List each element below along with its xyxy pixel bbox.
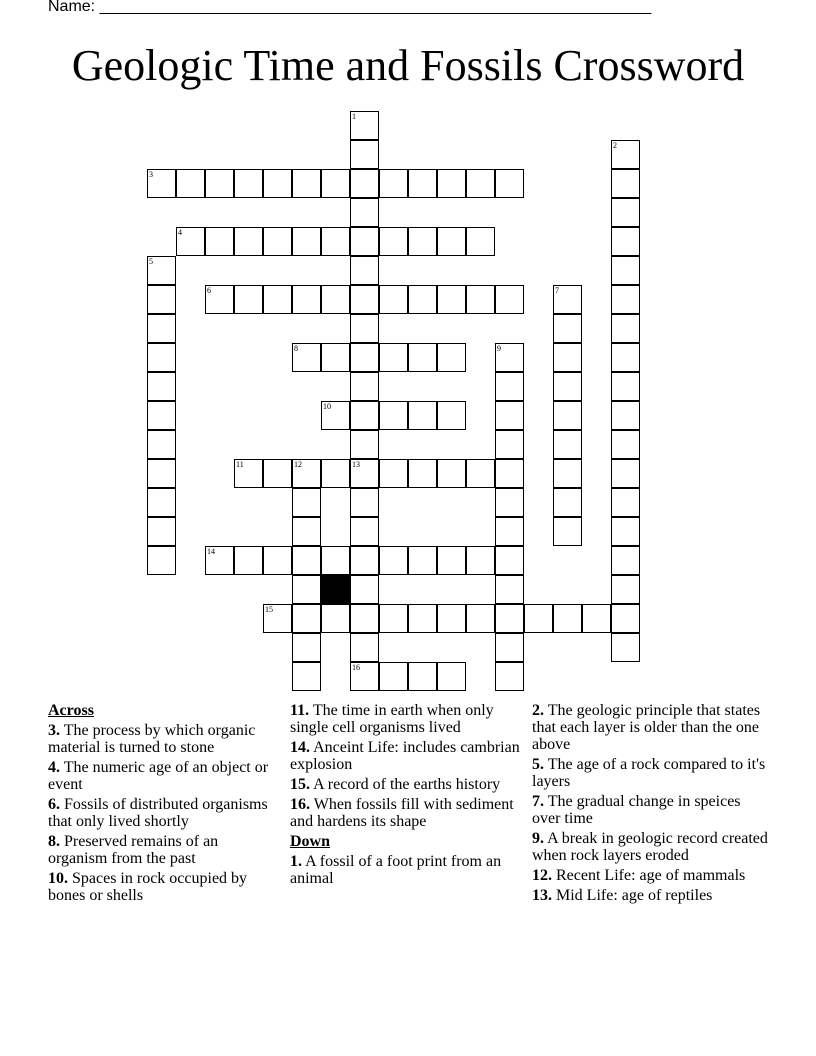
crossword-cell[interactable] <box>321 343 350 372</box>
crossword-cell[interactable] <box>321 169 350 198</box>
crossword-cell[interactable] <box>350 343 379 372</box>
crossword-cell[interactable] <box>466 169 495 198</box>
crossword-cell[interactable] <box>147 169 176 198</box>
cell-number: 7 <box>555 286 559 295</box>
crossword-cell[interactable] <box>176 169 205 198</box>
crossword-cell[interactable] <box>379 401 408 430</box>
crossword-cell[interactable] <box>321 546 350 575</box>
crossword-cell[interactable] <box>350 546 379 575</box>
crossword-cell[interactable] <box>147 488 176 517</box>
crossword-cell[interactable] <box>437 604 466 633</box>
name-field-label: Name: ______________________________________________________________ <box>48 0 652 15</box>
crossword-cell[interactable] <box>321 227 350 256</box>
crossword-cell[interactable] <box>292 604 321 633</box>
crossword-cell[interactable] <box>321 459 350 488</box>
crossword-cell[interactable] <box>524 604 553 633</box>
cell-number: 12 <box>294 460 302 469</box>
crossword-cell[interactable] <box>147 430 176 459</box>
across-heading: Across <box>48 702 94 719</box>
cell-number: 16 <box>352 663 360 672</box>
cell-number: 3 <box>149 170 153 179</box>
crossword-cell[interactable] <box>437 169 466 198</box>
crossword-cell[interactable] <box>350 517 379 546</box>
crossword-cell[interactable] <box>495 459 524 488</box>
crossword-cell[interactable] <box>466 604 495 633</box>
clue-across-16: 16. When fossils fill with sediment and hardens its shape <box>290 796 514 830</box>
crossword-cell[interactable] <box>495 401 524 430</box>
cell-number: 11 <box>236 460 244 469</box>
crossword-cell[interactable] <box>379 227 408 256</box>
crossword-cell[interactable] <box>147 546 176 575</box>
crossword-cell[interactable] <box>582 604 611 633</box>
crossword-cell[interactable] <box>147 256 176 285</box>
crossword-cell[interactable] <box>379 285 408 314</box>
cell-number: 13 <box>352 460 360 469</box>
crossword-cell[interactable] <box>292 343 321 372</box>
clue-down-1: 1. A fossil of a foot print from an animal <box>290 853 502 887</box>
crossword-cell[interactable] <box>379 169 408 198</box>
crossword-cell[interactable] <box>263 546 292 575</box>
crossword-cell[interactable] <box>611 140 640 169</box>
crossword-cell[interactable] <box>495 169 524 198</box>
crossword-cell[interactable] <box>234 169 263 198</box>
crossword-cell[interactable] <box>611 546 640 575</box>
cell-number: 14 <box>207 547 215 556</box>
clue-down-2: 2. The geologic principle that states that each layer is older than the one above <box>532 702 761 753</box>
clue-across-10: 10. Spaces in rock occupied by bones or shells <box>48 870 248 904</box>
crossword-cell[interactable] <box>611 575 640 604</box>
crossword-cell[interactable] <box>553 401 582 430</box>
crossword-cell[interactable] <box>350 256 379 285</box>
crossword-cell[interactable] <box>553 372 582 401</box>
crossword-cell[interactable] <box>205 227 234 256</box>
clue-down-5: 5. The age of a rock compared to it's layers <box>532 756 766 790</box>
clue-down-9: 9. A break in geologic record created when rock layers eroded <box>532 830 768 864</box>
crossword-cell[interactable] <box>611 488 640 517</box>
crossword-cell[interactable] <box>495 517 524 546</box>
crossword-cell[interactable] <box>408 285 437 314</box>
crossword-cell[interactable] <box>292 546 321 575</box>
crossword-cell[interactable] <box>611 169 640 198</box>
crossword-cell[interactable] <box>495 343 524 372</box>
crossword-cell[interactable] <box>611 459 640 488</box>
crossword-cell[interactable] <box>495 285 524 314</box>
crossword-cell[interactable] <box>147 459 176 488</box>
cell-number: 15 <box>265 605 273 614</box>
crossword-cell[interactable] <box>263 169 292 198</box>
cell-number: 9 <box>497 344 501 353</box>
clues-column-2 <box>290 702 522 890</box>
crossword-cell[interactable] <box>350 575 379 604</box>
crossword-cell[interactable] <box>466 227 495 256</box>
crossword-cell[interactable] <box>408 169 437 198</box>
crossword-cell[interactable] <box>495 633 524 662</box>
crossword-cell[interactable] <box>437 227 466 256</box>
cell-number: 8 <box>294 344 298 353</box>
crossword-cell[interactable] <box>263 227 292 256</box>
clue-across-3: 3. The process by which organic material is turned to stone <box>48 722 256 756</box>
crossword-cell[interactable] <box>611 604 640 633</box>
crossword-cell[interactable] <box>466 285 495 314</box>
cell-number: 5 <box>149 257 153 266</box>
cell-number: 1 <box>352 112 356 121</box>
crossword-cell[interactable] <box>437 343 466 372</box>
clues-column-3 <box>532 702 772 907</box>
cell-number: 10 <box>323 402 331 411</box>
crossword-cell[interactable] <box>408 227 437 256</box>
crossword-cell[interactable] <box>611 401 640 430</box>
crossword-cell[interactable] <box>495 488 524 517</box>
crossword-cell[interactable] <box>437 546 466 575</box>
crossword-cell[interactable] <box>466 459 495 488</box>
crossword-cell[interactable] <box>408 401 437 430</box>
crossword-cell[interactable] <box>495 430 524 459</box>
crossword-cell[interactable] <box>147 517 176 546</box>
crossword-cell[interactable] <box>553 517 582 546</box>
cell-number: 4 <box>178 228 182 237</box>
crossword-cell[interactable] <box>234 546 263 575</box>
crossword-cell[interactable] <box>553 459 582 488</box>
clue-across-11: 11. The time in earth when only single cell organisms lived <box>290 702 494 736</box>
crossword-cell[interactable] <box>350 314 379 343</box>
crossword-cell[interactable] <box>147 372 176 401</box>
crossword-cell[interactable] <box>350 633 379 662</box>
crossword-cell[interactable] <box>611 430 640 459</box>
crossword-cell[interactable] <box>350 662 379 691</box>
crossword-cell[interactable] <box>611 256 640 285</box>
crossword-cell[interactable] <box>147 343 176 372</box>
crossword-cell[interactable] <box>408 459 437 488</box>
crossword-cell[interactable] <box>292 575 321 604</box>
crossword-cell[interactable] <box>147 285 176 314</box>
crossword-block-cell <box>321 575 350 604</box>
crossword-cell[interactable] <box>147 314 176 343</box>
crossword-cell[interactable] <box>379 662 408 691</box>
page-title: Geologic Time and Fossils Crossword <box>71 41 745 90</box>
clue-down-12: 12. Recent Life: age of mammals <box>532 867 746 884</box>
crossword-cell[interactable] <box>379 343 408 372</box>
clue-across-15: 15. A record of the earths history <box>290 776 501 793</box>
crossword-cell[interactable] <box>379 546 408 575</box>
crossword-cell[interactable] <box>205 285 234 314</box>
cell-number: 6 <box>207 286 211 295</box>
crossword-cell[interactable] <box>350 459 379 488</box>
crossword-cell[interactable] <box>553 343 582 372</box>
crossword-cell[interactable] <box>292 633 321 662</box>
crossword-cell[interactable] <box>321 604 350 633</box>
crossword-cell[interactable] <box>553 604 582 633</box>
crossword-cell[interactable] <box>379 459 408 488</box>
crossword-cell[interactable] <box>205 546 234 575</box>
crossword-cell[interactable] <box>350 285 379 314</box>
clue-down-7: 7. The gradual change in speices over time <box>532 793 741 827</box>
crossword-cell[interactable] <box>408 546 437 575</box>
crossword-cell[interactable] <box>292 488 321 517</box>
down-heading: Down <box>290 833 331 850</box>
crossword-cell[interactable] <box>437 401 466 430</box>
crossword-cell[interactable] <box>553 314 582 343</box>
crossword-cell[interactable] <box>611 517 640 546</box>
crossword-cell[interactable] <box>611 314 640 343</box>
crossword-cell[interactable] <box>379 604 408 633</box>
crossword-cell[interactable] <box>408 604 437 633</box>
crossword-cell[interactable] <box>611 343 640 372</box>
clue-across-6: 6. Fossils of distributed organisms that only lived shortly <box>48 796 268 830</box>
crossword-cell[interactable] <box>176 227 205 256</box>
crossword-cell[interactable] <box>495 546 524 575</box>
crossword-cell[interactable] <box>495 575 524 604</box>
crossword-cell[interactable] <box>292 459 321 488</box>
crossword-cell[interactable] <box>495 604 524 633</box>
crossword-cell[interactable] <box>437 285 466 314</box>
crossword-cell[interactable] <box>350 488 379 517</box>
crossword-cell[interactable] <box>234 285 263 314</box>
crossword-cell[interactable] <box>495 662 524 691</box>
crossword-cell[interactable] <box>350 372 379 401</box>
crossword-cell[interactable] <box>350 401 379 430</box>
crossword-cell[interactable] <box>350 140 379 169</box>
crossword-cell[interactable] <box>292 285 321 314</box>
crossword-cell[interactable] <box>292 662 321 691</box>
crossword-cell[interactable] <box>553 285 582 314</box>
clues-column-1 <box>48 702 280 907</box>
clue-across-8: 8. Preserved remains of an organism from the past <box>48 833 219 867</box>
crossword-cell[interactable] <box>437 662 466 691</box>
crossword-cell[interactable] <box>292 227 321 256</box>
crossword-cell[interactable] <box>350 198 379 227</box>
crossword-cell[interactable] <box>611 198 640 227</box>
clue-across-4: 4. The numeric age of an object or event <box>48 759 269 793</box>
crossword-cell[interactable] <box>263 285 292 314</box>
crossword-cell[interactable] <box>321 285 350 314</box>
crossword-cell[interactable] <box>408 343 437 372</box>
crossword-cell[interactable] <box>350 430 379 459</box>
clue-down-13: 13. Mid Life: age of reptiles <box>532 887 713 904</box>
crossword-cell[interactable] <box>553 430 582 459</box>
crossword-cell[interactable] <box>437 459 466 488</box>
crossword-cell[interactable] <box>350 227 379 256</box>
crossword-cell[interactable] <box>205 169 234 198</box>
crossword-cell[interactable] <box>292 169 321 198</box>
cell-number: 2 <box>613 141 617 150</box>
clue-across-14: 14. Anceint Life: includes cambrian explosion <box>290 739 520 773</box>
crossword-cell[interactable] <box>321 401 350 430</box>
crossword-cell[interactable] <box>292 517 321 546</box>
crossword-cell[interactable] <box>553 488 582 517</box>
crossword-cell[interactable] <box>611 227 640 256</box>
crossword-cell[interactable] <box>466 546 495 575</box>
crossword-cell[interactable] <box>611 633 640 662</box>
crossword-cell[interactable] <box>611 285 640 314</box>
crossword-cell[interactable] <box>611 372 640 401</box>
crossword-cell[interactable] <box>147 401 176 430</box>
crossword-cell[interactable] <box>495 372 524 401</box>
crossword-cell[interactable] <box>263 604 292 633</box>
crossword-cell[interactable] <box>350 111 379 140</box>
crossword-cell[interactable] <box>263 459 292 488</box>
crossword-cell[interactable] <box>408 662 437 691</box>
crossword-cell[interactable] <box>350 169 379 198</box>
crossword-cell[interactable] <box>234 459 263 488</box>
crossword-cell[interactable] <box>234 227 263 256</box>
crossword-cell[interactable] <box>350 604 379 633</box>
